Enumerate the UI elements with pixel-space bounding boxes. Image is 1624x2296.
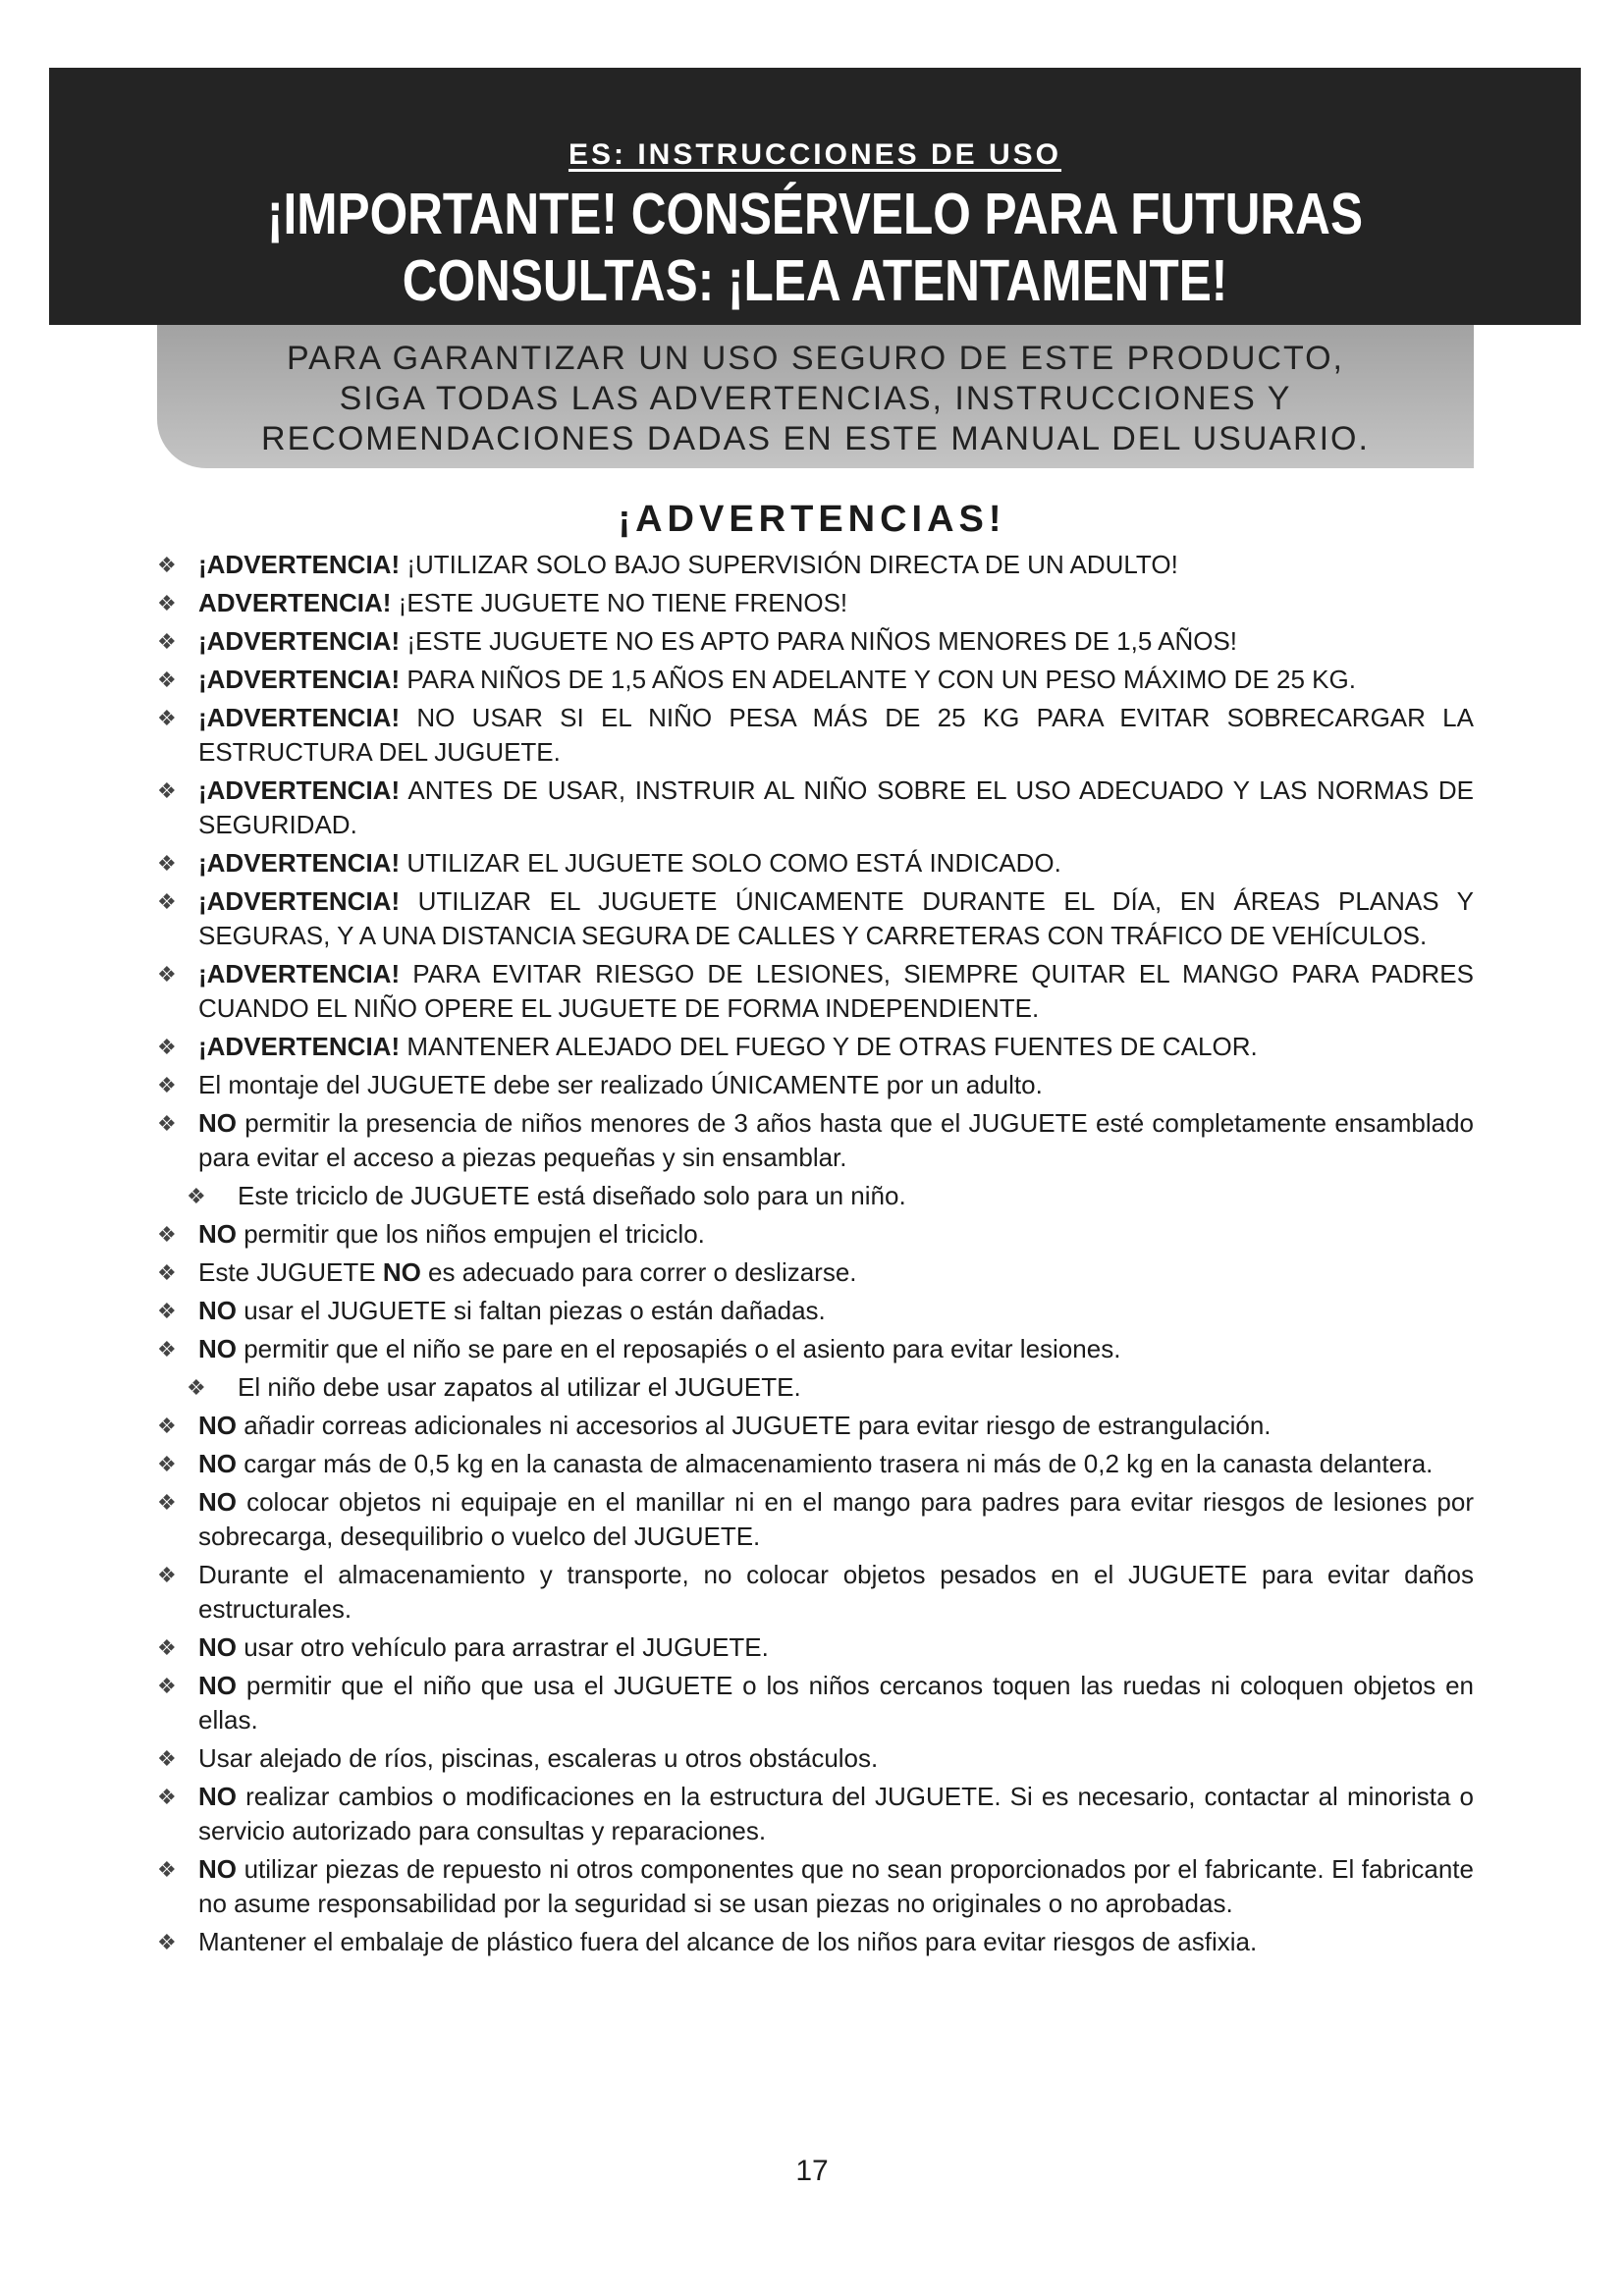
warning-item xyxy=(0,1741,1624,1776)
warning-item xyxy=(0,1409,1624,1443)
warning-label: ¡ADVERTENCIA! xyxy=(198,775,401,805)
warning-text: usar el JUGUETE si faltan piezas o están dañadas. xyxy=(237,1296,826,1325)
diamond-bullet-icon: ❖ xyxy=(157,553,177,577)
warning-label: ¡ADVERTENCIA! xyxy=(198,626,401,656)
warning-item xyxy=(0,1669,1624,1737)
warning-text: Durante el almacenamiento y transporte, no colocar objetos pesados en el JUGUETE para evitar daños estructurales. xyxy=(198,1560,1474,1624)
warning-text: permitir que los niños empujen el triciclo. xyxy=(237,1219,705,1249)
warning-label: ¡ADVERTENCIA! xyxy=(198,848,401,878)
diamond-bullet-icon: ❖ xyxy=(157,1035,177,1059)
diamond-bullet-icon: ❖ xyxy=(157,1635,177,1660)
warning-item xyxy=(0,774,1624,842)
warning-label: ¡ADVERTENCIA! xyxy=(198,550,401,579)
warning-item xyxy=(0,1925,1624,1959)
warning-text: ¡ESTE JUGUETE NO ES APTO PARA NIÑOS MENORES DE 1,5 AÑOS! xyxy=(400,626,1238,656)
warning-item xyxy=(0,1179,1624,1213)
warning-text: Mantener el embalaje de plástico fuera del alcance de los niños para evitar riesgos de asfixia. xyxy=(198,1927,1258,1956)
diamond-bullet-icon: ❖ xyxy=(157,629,177,654)
warning-label: ¡ADVERTENCIA! xyxy=(198,886,401,916)
warning-label: NO xyxy=(198,1487,237,1517)
warning-label: ¡ADVERTENCIA! xyxy=(198,959,401,988)
document-subtitle: ES: INSTRUCCIONES DE USO xyxy=(568,138,1062,171)
warning-text: permitir que el niño que usa el JUGUETE o los niños cercanos toquen las ruedas ni coloquen objetos en ellas. xyxy=(198,1671,1474,1735)
warning-item xyxy=(0,701,1624,770)
header-banner xyxy=(49,68,1581,325)
diamond-bullet-icon: ❖ xyxy=(157,1930,177,1954)
warning-item xyxy=(0,1030,1624,1064)
warning-text: Este triciclo de JUGUETE está diseñado solo para un niño. xyxy=(238,1181,906,1210)
warning-item xyxy=(0,1447,1624,1481)
diamond-bullet-icon: ❖ xyxy=(157,1299,177,1323)
warning-item xyxy=(0,884,1624,953)
warnings-heading: ¡ADVERTENCIAS! xyxy=(618,499,1006,540)
warning-label: NO xyxy=(198,1108,237,1138)
warning-text: ANTES DE USAR, INSTRUIR AL NIÑO SOBRE EL USO ADECUADO Y LAS NORMAS DE SEGURIDAD. xyxy=(198,775,1474,839)
warning-text: MANTENER ALEJADO DEL FUEGO Y DE OTRAS FUENTES DE CALOR. xyxy=(400,1032,1258,1061)
warning-label: NO xyxy=(382,1257,421,1287)
diamond-bullet-icon: ❖ xyxy=(157,667,177,692)
warning-label: NO xyxy=(198,1671,237,1700)
warning-item xyxy=(0,548,1624,582)
warning-text: añadir correas adicionales ni accesorios al JUGUETE para evitar riesgo de estrangulación. xyxy=(237,1411,1272,1440)
warning-text: ¡ESTE JUGUETE NO TIENE FRENOS! xyxy=(391,588,848,617)
warning-item xyxy=(0,586,1624,620)
warning-label: ¡ADVERTENCIA! xyxy=(198,703,401,732)
diamond-bullet-icon: ❖ xyxy=(157,591,177,615)
warning-text-prefix: Este JUGUETE xyxy=(198,1257,383,1287)
warning-text: ¡UTILIZAR SOLO BAJO SUPERVISIÓN DIRECTA DE UN ADULTO! xyxy=(400,550,1178,579)
diamond-bullet-icon: ❖ xyxy=(187,1184,206,1208)
diamond-bullet-icon: ❖ xyxy=(157,1073,177,1097)
warning-label: NO xyxy=(198,1411,237,1440)
warning-label: ¡ADVERTENCIA! xyxy=(198,665,401,694)
warning-text: colocar objetos ni equipaje en el manillar ni en el mango para padres para evitar riesgos de lesiones por sobrecarga, desequilibrio o vuelco del JUGUETE. xyxy=(198,1487,1474,1551)
warning-item xyxy=(0,624,1624,659)
diamond-bullet-icon: ❖ xyxy=(157,1414,177,1438)
diamond-bullet-icon: ❖ xyxy=(157,962,177,987)
diamond-bullet-icon: ❖ xyxy=(157,1111,177,1136)
diamond-bullet-icon: ❖ xyxy=(157,1785,177,1809)
warning-item xyxy=(0,1068,1624,1102)
diamond-bullet-icon: ❖ xyxy=(157,1490,177,1515)
warning-item xyxy=(0,1294,1624,1328)
diamond-bullet-icon: ❖ xyxy=(187,1375,206,1400)
diamond-bullet-icon: ❖ xyxy=(157,1260,177,1285)
diamond-bullet-icon: ❖ xyxy=(157,778,177,803)
diamond-bullet-icon: ❖ xyxy=(157,1452,177,1476)
warning-text: es adecuado para correr o deslizarse. xyxy=(420,1257,857,1287)
warning-label: NO xyxy=(198,1219,237,1249)
warning-label: NO xyxy=(198,1632,237,1662)
warning-item xyxy=(0,1852,1624,1921)
warning-item xyxy=(0,1370,1624,1405)
warning-item xyxy=(0,1558,1624,1627)
diamond-bullet-icon: ❖ xyxy=(157,1857,177,1882)
diamond-bullet-icon: ❖ xyxy=(157,706,177,730)
diamond-bullet-icon: ❖ xyxy=(157,1563,177,1587)
warning-label: ¡ADVERTENCIA! xyxy=(198,1032,401,1061)
warning-text: UTILIZAR EL JUGUETE ÚNICAMENTE DURANTE EL DÍA, EN ÁREAS PLANAS Y SEGURAS, Y A UNA DISTANCIA SEGURA DE CALLES Y CARRETERAS CON TRÁFICO DE VEHÍCULOS. xyxy=(198,886,1474,950)
diamond-bullet-icon: ❖ xyxy=(157,851,177,876)
warning-text: Usar alejado de ríos, piscinas, escaleras u otros obstáculos. xyxy=(198,1743,879,1773)
warning-text: cargar más de 0,5 kg en la canasta de almacenamiento trasera ni más de 0,2 kg en la canasta delantera. xyxy=(237,1449,1434,1478)
warning-text: usar otro vehículo para arrastrar el JUGUETE. xyxy=(237,1632,769,1662)
warning-item xyxy=(0,663,1624,697)
page-number: 17 xyxy=(795,2155,829,2187)
warning-text: El niño debe usar zapatos al utilizar el JUGUETE. xyxy=(238,1372,801,1402)
diamond-bullet-icon: ❖ xyxy=(157,1222,177,1247)
warning-item xyxy=(0,1106,1624,1175)
warning-item xyxy=(0,1255,1624,1290)
diamond-bullet-icon: ❖ xyxy=(157,1337,177,1362)
warning-label: NO xyxy=(198,1334,237,1363)
warning-item xyxy=(0,846,1624,881)
warnings-list xyxy=(0,548,1624,1963)
warning-item xyxy=(0,1485,1624,1554)
diamond-bullet-icon: ❖ xyxy=(157,1674,177,1698)
diamond-bullet-icon: ❖ xyxy=(157,889,177,914)
warning-text: El montaje del JUGUETE debe ser realizado ÚNICAMENTE por un adulto. xyxy=(198,1070,1043,1099)
warning-item xyxy=(0,1332,1624,1366)
warning-label: NO xyxy=(198,1449,237,1478)
warning-text: realizar cambios o modificaciones en la estructura del JUGUETE. Si es necesario, contactar al minorista o servicio autorizado para consultas y reparaciones. xyxy=(198,1782,1474,1845)
warning-item xyxy=(0,957,1624,1026)
warning-label: NO xyxy=(198,1296,237,1325)
warning-text: PARA EVITAR RIESGO DE LESIONES, SIEMPRE QUITAR EL MANGO PARA PADRES CUANDO EL NIÑO OPERE EL JUGUETE DE FORMA INDEPENDIENTE. xyxy=(198,959,1474,1023)
warning-text: PARA NIÑOS DE 1,5 AÑOS EN ADELANTE Y CON UN PESO MÁXIMO DE 25 KG. xyxy=(400,665,1356,694)
document-title: ¡IMPORTANTE! CONSÉRVELO PARA FUTURAS CONSULTAS: ¡LEA ATENTAMENTE! xyxy=(266,182,1364,313)
safety-notice: PARA GARANTIZAR UN USO SEGURO DE ESTE PRODUCTO, SIGA TODAS LAS ADVERTENCIAS, INSTRUCCIONES Y RECOMENDACIONES DADAS EN ESTE MANUAL DEL USUARIO. xyxy=(157,325,1474,468)
warning-text: utilizar piezas de repuesto ni otros componentes que no sean proporcionados por el fabricante. El fabricante no asume responsabilidad por la seguridad si se usan piezas no originales o no aprobadas. xyxy=(198,1854,1474,1918)
diamond-bullet-icon: ❖ xyxy=(157,1746,177,1771)
warning-label: NO xyxy=(198,1854,237,1884)
warning-label: NO xyxy=(198,1782,237,1811)
warning-label: ADVERTENCIA! xyxy=(198,588,392,617)
warning-text: NO USAR SI EL NIÑO PESA MÁS DE 25 KG PARA EVITAR SOBRECARGAR LA ESTRUCTURA DEL JUGUETE. xyxy=(198,703,1474,767)
warning-item xyxy=(0,1217,1624,1252)
warning-text: permitir que el niño se pare en el reposapiés o el asiento para evitar lesiones. xyxy=(237,1334,1121,1363)
warning-text: UTILIZAR EL JUGUETE SOLO COMO ESTÁ INDICADO. xyxy=(400,848,1061,878)
warning-item xyxy=(0,1630,1624,1665)
warning-item xyxy=(0,1780,1624,1848)
warning-text: permitir la presencia de niños menores de 3 años hasta que el JUGUETE esté completamente ensamblado para evitar el acceso a piezas pequeñas y sin ensamblar. xyxy=(198,1108,1474,1172)
